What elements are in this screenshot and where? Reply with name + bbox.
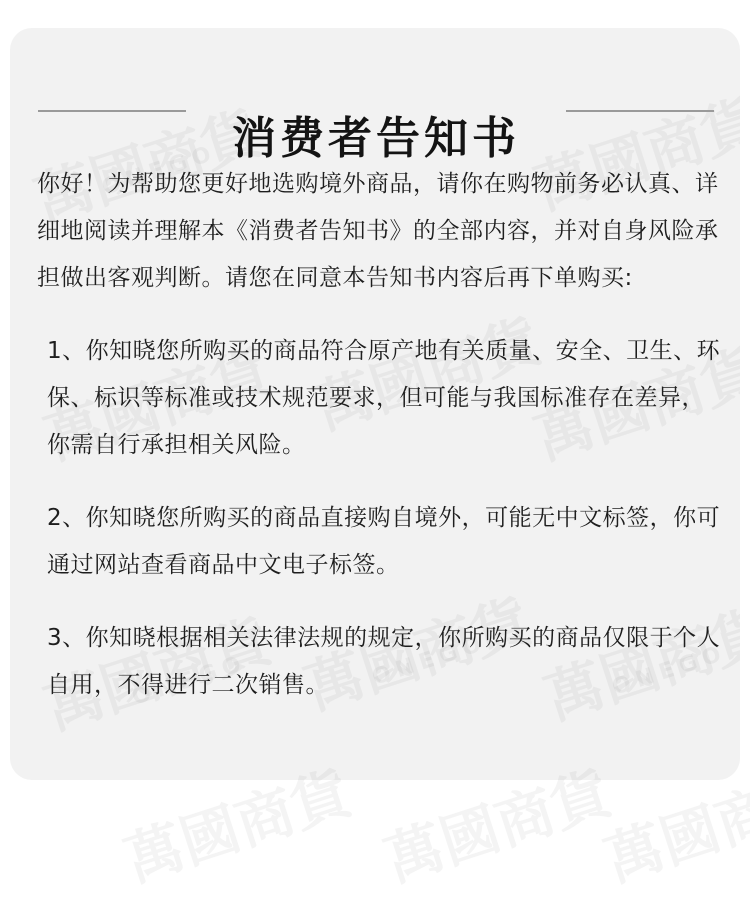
- notice-card: [10, 28, 740, 780]
- notice-item: 3、你知晓根据相关法律法规的规定，你所购买的商品仅限于个人自用，不得进行二次销售。: [47, 625, 721, 698]
- notice-content: [37, 161, 727, 709]
- notice-item: 2、你知晓您所购买的商品直接购自境外，可能无中文标签，你可通过网站查看商品中文电子标签。: [47, 505, 721, 578]
- title-divider-right: [566, 110, 714, 112]
- page-title: 消费者告知书: [232, 113, 520, 165]
- title-row: [10, 80, 740, 165]
- title-divider-left: [38, 110, 186, 112]
- intro-paragraph: 你好！为帮助您更好地选购境外商品，请你在购物前务必认真、详细地阅读并理解本《消费者告知书》的全部内容，并对自身风险承担做出客观判断。请您在同意本告知书内容后再下单购买:: [37, 171, 719, 291]
- notice-item: 1、你知晓您所购买的商品符合原产地有关质量、安全、卫生、环保、标识等标准或技术规范要求，但可能与我国标准存在差异，你需自行承担相关风险。: [47, 338, 721, 458]
